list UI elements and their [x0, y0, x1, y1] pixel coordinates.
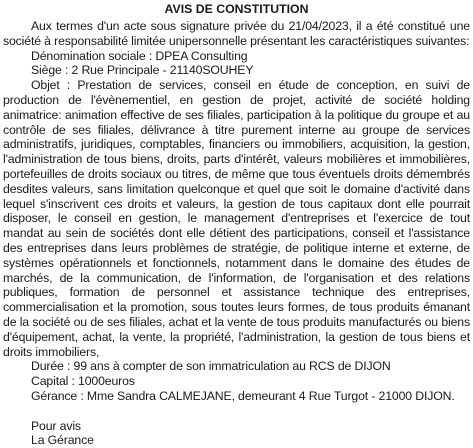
denomination-line: Dénomination sociale : DPEA Consulting — [31, 48, 248, 63]
siege-line: Siège : 2 Rue Principale - 21140SOUHEY — [31, 63, 254, 78]
closing-line: Pour avis — [31, 418, 81, 433]
spacer — [3, 404, 470, 419]
signature-line: La Gérance — [31, 433, 94, 448]
gerance-line: Gérance : Mme Sandra CALMEJANE, demeurant 4 Rue Turgot - 21000 DIJON. — [31, 388, 455, 403]
capital-line: Capital : 1000euros — [31, 374, 135, 389]
objet-paragraph: Objet : Prestation de services, conseil en étude de conception, en suivi de production de l'évènementiel, en gestion de projet, activité de société holding animatrice: animation effective de ses filiales, participation à la politique du groupe et au contrôle de ses filiales, délivrance à titre purement interne au groupe de services administratifs, juridiques, comptables, financiers ou immobiliers, acquisition, la gestion, l'administration de tous biens, droits, parts d'intérêt, valeurs mobilières et immobilières, portefeuilles de droits sociaux ou titres, de même que tous éventuels droits démembrés desdites valeurs, sans limitation quelconque et quel que soit le domaine d'activité dans lequel s'inscrivent ces droits et valeurs, la gestion de tous capitaux dont elle pourrait disposer, le conseil en gestion, le management d'entreprises et l'exercice de tout mandat au sein de sociétés dont elle détient des participations, conseil et l'assistance des entreprises dans leurs problèmes de stratégie, de politique interne et externe, de systèmes opérationnels et fonctionnels, notamment dans le domaine des études de marchés, de la communication, de l'information, de l'organisation et des relations publiques, formation de personnel et assistance technique des entreprises, commercialisation et la promotion, sous toutes leurs formes, de tous produits émanant de la société ou de ses filiales, achat et la vente de tous produits manufacturés ou biens d'équipement, achat, la vente, la propriété, l'administration, la gestion de tous biens et droits immobiliers, — [3, 78, 470, 359]
duree-line: Durée : 99 ans à compter de son immatriculation au RCS de DIJON — [31, 359, 391, 374]
intro-paragraph: Aux termes d'un acte sous signature privée du 21/04/2023, il a été constitué une société à responsabilité limitée unipersonnelle présentant les caractéristiques suivantes: — [3, 19, 470, 48]
notice-title: AVIS DE CONSTITUTION — [164, 2, 309, 16]
